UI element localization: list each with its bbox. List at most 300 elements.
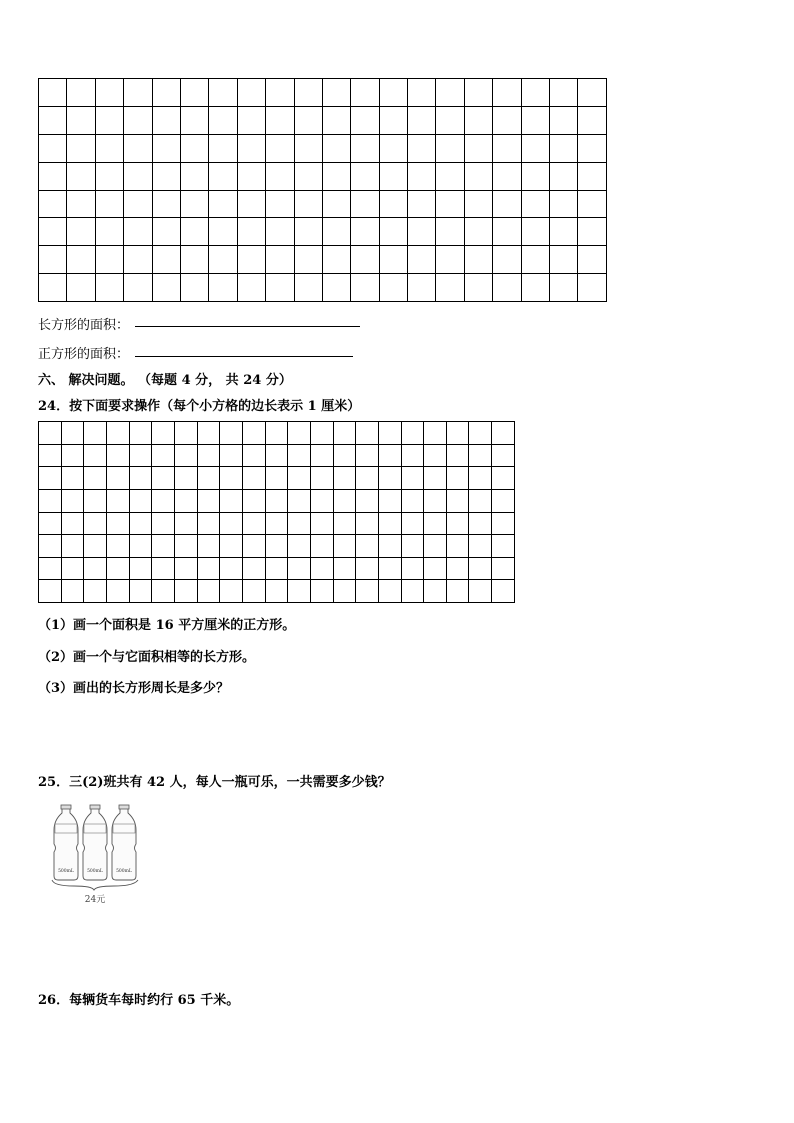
- grid-cell: [129, 580, 152, 603]
- grid-cell: [378, 467, 401, 490]
- grid-cell: [39, 246, 67, 274]
- grid-cell: [378, 489, 401, 512]
- grid-cell: [174, 467, 197, 490]
- grid-cell: [436, 274, 464, 302]
- grid-cell: [333, 489, 356, 512]
- grid-cell: [39, 467, 62, 490]
- grid-cell: [265, 557, 288, 580]
- bottle-volume-label: 500mL: [87, 869, 103, 874]
- grid-cell: [379, 246, 407, 274]
- section-six-title: 六、 解决问题。 （每题 4 分， 共 24 分）: [38, 373, 292, 388]
- grid-cell: [294, 134, 322, 162]
- grid-cell: [288, 512, 311, 535]
- grid-cell: [436, 106, 464, 134]
- grid-cell: [84, 580, 107, 603]
- grid-cell: [61, 557, 84, 580]
- grid-cell: [469, 467, 492, 490]
- grid-cell: [379, 134, 407, 162]
- square-area-label: 正方形的面积：: [38, 347, 130, 362]
- grid-cell: [493, 162, 521, 190]
- grid-cell: [464, 134, 492, 162]
- grid-cell: [39, 162, 67, 190]
- grid-cell: [67, 190, 95, 218]
- grid-cell: [424, 557, 447, 580]
- grid-cell: [424, 580, 447, 603]
- grid-cell: [95, 106, 123, 134]
- grid-cell: [521, 274, 549, 302]
- rectangle-area-label: 长方形的面积：: [38, 318, 130, 333]
- grid-cell: [333, 467, 356, 490]
- grid-cell: [242, 444, 265, 467]
- grid-cell: [408, 134, 436, 162]
- grid-cell: [265, 512, 288, 535]
- grid-cell: [266, 218, 294, 246]
- grid-cell: [67, 274, 95, 302]
- grid-cell: [294, 218, 322, 246]
- grid-cell: [95, 134, 123, 162]
- grid-cell: [310, 467, 333, 490]
- grid-cell: [129, 444, 152, 467]
- grid-cell: [401, 422, 424, 445]
- grid-row: [39, 134, 607, 162]
- grid-cell: [152, 467, 175, 490]
- grid-cell: [401, 512, 424, 535]
- grid-cell: [322, 190, 350, 218]
- grid-cell: [237, 162, 265, 190]
- grid-cell: [408, 162, 436, 190]
- grid-cell: [493, 274, 521, 302]
- grid-cell: [84, 467, 107, 490]
- grid-cell: [266, 274, 294, 302]
- grid-cell: [436, 162, 464, 190]
- grid-cell: [464, 246, 492, 274]
- grid-cell: [464, 162, 492, 190]
- grid-cell: [237, 79, 265, 107]
- grid-cell: [152, 557, 175, 580]
- grid-cell: [322, 218, 350, 246]
- grid-cell: [550, 218, 578, 246]
- grid-cell: [197, 535, 220, 558]
- grid-cell: [521, 190, 549, 218]
- grid-cell: [356, 535, 379, 558]
- grid-cell: [408, 190, 436, 218]
- cola-bottles-illustration: [44, 804, 148, 908]
- grid-cell: [124, 190, 152, 218]
- grid-cell: [237, 134, 265, 162]
- price-label: 24元: [84, 895, 106, 905]
- grid-cell: [67, 106, 95, 134]
- grid-cell: [39, 79, 67, 107]
- cola-bottle-icon: [112, 805, 136, 880]
- grid-cell: [106, 467, 129, 490]
- grid-cell: [469, 580, 492, 603]
- drawing-grid-q24[interactable]: [38, 421, 515, 603]
- grid-cell: [106, 422, 129, 445]
- grid-cell: [124, 246, 152, 274]
- grid-cell: [180, 134, 208, 162]
- grid-cell: [464, 106, 492, 134]
- grid-cell: [266, 134, 294, 162]
- grid-cell: [242, 467, 265, 490]
- grid-cell: [322, 274, 350, 302]
- grid-row: [39, 246, 607, 274]
- grid-cell: [39, 444, 62, 467]
- grid-cell: [550, 162, 578, 190]
- question-24-part-3: （3）画出的长方形周长是多少？: [38, 681, 230, 696]
- grid-cell: [469, 422, 492, 445]
- grid-cell: [446, 467, 469, 490]
- grid-cell: [67, 246, 95, 274]
- grid-cell: [333, 512, 356, 535]
- grid-cell: [95, 162, 123, 190]
- grid-cell: [220, 512, 243, 535]
- grid-cell: [39, 190, 67, 218]
- grid-cell: [351, 106, 379, 134]
- grid-cell: [578, 218, 607, 246]
- grid-cell: [288, 422, 311, 445]
- grid-cell: [322, 79, 350, 107]
- grid-cell: [294, 162, 322, 190]
- grid-cell: [129, 489, 152, 512]
- grid-cell: [197, 444, 220, 467]
- grid-cell: [106, 512, 129, 535]
- grid-cell: [220, 580, 243, 603]
- grid-cell: [294, 274, 322, 302]
- grid-cell: [220, 422, 243, 445]
- grid-cell: [288, 467, 311, 490]
- grid-cell: [378, 557, 401, 580]
- grid-cell: [152, 79, 180, 107]
- grid-cell: [266, 79, 294, 107]
- grid-cell: [408, 246, 436, 274]
- grid-cell: [322, 134, 350, 162]
- grid-cell: [436, 190, 464, 218]
- grid-cell: [378, 535, 401, 558]
- grid-cell: [237, 218, 265, 246]
- grid-cell: [550, 274, 578, 302]
- grid-cell: [493, 246, 521, 274]
- grid-cell: [424, 444, 447, 467]
- grid-row: [39, 467, 515, 490]
- grid-cell: [446, 580, 469, 603]
- grid-cell: [424, 512, 447, 535]
- grid-cell: [95, 79, 123, 107]
- grid-cell: [401, 580, 424, 603]
- grid-cell: [39, 489, 62, 512]
- grid-cell: [237, 106, 265, 134]
- price-brace: [52, 880, 138, 890]
- grid-cell: [464, 218, 492, 246]
- grid-cell: [493, 218, 521, 246]
- grid-cell: [401, 467, 424, 490]
- grid-cell: [469, 535, 492, 558]
- grid-cell: [424, 489, 447, 512]
- grid-cell: [61, 512, 84, 535]
- grid-cell: [436, 246, 464, 274]
- grid-cell: [152, 535, 175, 558]
- grid-cell: [84, 444, 107, 467]
- grid-cell: [578, 134, 607, 162]
- grid-cell: [39, 134, 67, 162]
- grid-cell: [356, 580, 379, 603]
- grid-cell: [209, 134, 237, 162]
- grid-cell: [401, 557, 424, 580]
- grid-cell: [209, 274, 237, 302]
- grid-cell: [129, 512, 152, 535]
- grid-cell: [265, 467, 288, 490]
- grid-row: [39, 489, 515, 512]
- grid-cell: [84, 489, 107, 512]
- grid-cell: [550, 134, 578, 162]
- grid-cell: [578, 79, 607, 107]
- grid-cell: [61, 489, 84, 512]
- grid-cell: [266, 246, 294, 274]
- grid-cell: [129, 535, 152, 558]
- grid-cell: [351, 134, 379, 162]
- grid-cell: [322, 246, 350, 274]
- grid-cell: [197, 467, 220, 490]
- grid-cell: [310, 422, 333, 445]
- grid-cell: [265, 535, 288, 558]
- grid-row: [39, 274, 607, 302]
- grid-cell: [84, 557, 107, 580]
- grid-cell: [310, 580, 333, 603]
- grid-cell: [446, 489, 469, 512]
- grid-cell: [242, 557, 265, 580]
- grid-cell: [106, 535, 129, 558]
- grid-cell: [356, 557, 379, 580]
- grid-cell: [469, 489, 492, 512]
- grid-cell: [379, 106, 407, 134]
- grid-cell: [492, 422, 515, 445]
- grid-cell: [356, 489, 379, 512]
- grid-cell: [356, 422, 379, 445]
- grid-cell: [237, 190, 265, 218]
- grid-cell: [152, 512, 175, 535]
- grid-cell: [106, 489, 129, 512]
- grid-cell: [84, 422, 107, 445]
- grid-cell: [67, 79, 95, 107]
- grid-cell: [174, 444, 197, 467]
- grid-cell: [152, 274, 180, 302]
- grid-cell: [39, 557, 62, 580]
- grid-cell: [180, 274, 208, 302]
- grid-cell: [209, 162, 237, 190]
- bottle-volume-label: 500mL: [116, 869, 132, 874]
- grid-cell: [351, 79, 379, 107]
- grid-cell: [209, 190, 237, 218]
- grid-row: [39, 512, 515, 535]
- grid-cell: [152, 134, 180, 162]
- grid-cell: [493, 190, 521, 218]
- grid-cell: [356, 467, 379, 490]
- grid-cell: [378, 444, 401, 467]
- grid-cell: [129, 557, 152, 580]
- grid-cell: [61, 422, 84, 445]
- grid-cell: [424, 467, 447, 490]
- grid-cell: [446, 422, 469, 445]
- grid-cell: [401, 444, 424, 467]
- grid-cell: [197, 422, 220, 445]
- grid-cell: [469, 557, 492, 580]
- grid-cell: [67, 218, 95, 246]
- grid-cell: [95, 190, 123, 218]
- grid-cell: [288, 535, 311, 558]
- grid-cell: [378, 512, 401, 535]
- grid-cell: [436, 79, 464, 107]
- grid-cell: [39, 580, 62, 603]
- grid-cell: [464, 79, 492, 107]
- grid-cell: [436, 134, 464, 162]
- grid-cell: [288, 557, 311, 580]
- grid-cell: [401, 489, 424, 512]
- grid-cell: [492, 557, 515, 580]
- rectangle-area-answer-line[interactable]: [135, 326, 360, 327]
- grid-cell: [492, 467, 515, 490]
- grid-cell: [152, 489, 175, 512]
- grid-cell: [322, 162, 350, 190]
- grid-cell: [436, 218, 464, 246]
- grid-cell: [61, 535, 84, 558]
- grid-cell: [379, 274, 407, 302]
- grid-cell: [237, 274, 265, 302]
- grid-cell: [39, 512, 62, 535]
- grid-cell: [446, 535, 469, 558]
- grid-cell: [84, 512, 107, 535]
- grid-cell: [61, 444, 84, 467]
- grid-row: [39, 422, 515, 445]
- cola-bottle-icon: [83, 805, 107, 880]
- grid-cell: [242, 535, 265, 558]
- grid-cell: [124, 79, 152, 107]
- grid-cell: [152, 162, 180, 190]
- grid-cell: [106, 444, 129, 467]
- grid-cell: [180, 246, 208, 274]
- grid-row: [39, 580, 515, 603]
- bottle-group: [54, 805, 136, 880]
- grid-cell: [464, 190, 492, 218]
- grid-cell: [61, 467, 84, 490]
- grid-cell: [220, 557, 243, 580]
- grid-cell: [446, 557, 469, 580]
- grid-cell: [209, 106, 237, 134]
- grid-cell: [152, 580, 175, 603]
- grid-cell: [106, 557, 129, 580]
- grid-cell: [492, 489, 515, 512]
- grid-cell: [180, 79, 208, 107]
- grid-cell: [152, 422, 175, 445]
- grid-cell: [220, 467, 243, 490]
- grid-cell: [197, 512, 220, 535]
- grid-cell: [356, 512, 379, 535]
- grid-cell: [351, 162, 379, 190]
- grid-cell: [550, 190, 578, 218]
- question-24-title: 24．按下面要求操作（每个小方格的边长表示 1 厘米）: [38, 399, 361, 414]
- grid-cell: [378, 580, 401, 603]
- grid-cell: [351, 218, 379, 246]
- grid-cell: [209, 79, 237, 107]
- grid-cell: [351, 190, 379, 218]
- grid-cell: [129, 422, 152, 445]
- grid-cell: [550, 79, 578, 107]
- grid-cell: [333, 535, 356, 558]
- grid-row: [39, 218, 607, 246]
- grid-cell: [220, 444, 243, 467]
- grid-cell: [310, 444, 333, 467]
- grid-row: [39, 79, 607, 107]
- grid-cell: [446, 444, 469, 467]
- grid-cell: [288, 489, 311, 512]
- grid-cell: [521, 246, 549, 274]
- grid-cell: [39, 218, 67, 246]
- grid-cell: [379, 79, 407, 107]
- grid-row: [39, 106, 607, 134]
- cola-bottle-icon: [54, 805, 78, 880]
- grid-cell: [521, 79, 549, 107]
- grid-cell: [174, 512, 197, 535]
- grid-cell: [521, 106, 549, 134]
- grid-cell: [197, 580, 220, 603]
- grid-cell: [424, 535, 447, 558]
- grid-cell: [84, 535, 107, 558]
- grid-cell: [578, 190, 607, 218]
- grid-cell: [180, 218, 208, 246]
- grid-cell: [152, 218, 180, 246]
- grid-cell: [521, 134, 549, 162]
- grid-cell: [578, 162, 607, 190]
- grid-cell: [379, 162, 407, 190]
- grid-cell: [521, 218, 549, 246]
- grid-cell: [294, 246, 322, 274]
- square-area-answer-line[interactable]: [135, 356, 353, 357]
- grid-cell: [124, 162, 152, 190]
- grid-cell: [220, 489, 243, 512]
- grid-cell: [266, 162, 294, 190]
- grid-cell: [180, 162, 208, 190]
- grid-cell: [408, 218, 436, 246]
- grid-cell: [424, 422, 447, 445]
- blank-grid-top: [38, 78, 607, 302]
- grid-cell: [333, 580, 356, 603]
- grid-cell: [39, 535, 62, 558]
- grid-cell: [408, 274, 436, 302]
- grid-cell: [401, 535, 424, 558]
- grid-row: [39, 557, 515, 580]
- grid-cell: [174, 489, 197, 512]
- grid-cell: [237, 246, 265, 274]
- grid-cell: [197, 489, 220, 512]
- grid-cell: [379, 190, 407, 218]
- grid-cell: [492, 580, 515, 603]
- grid-cell: [351, 246, 379, 274]
- bottle-volume-label: 500mL: [58, 869, 74, 874]
- grid-cell: [469, 512, 492, 535]
- grid-cell: [294, 106, 322, 134]
- grid-cell: [180, 190, 208, 218]
- grid-cell: [408, 79, 436, 107]
- grid-cell: [333, 444, 356, 467]
- grid-cell: [550, 246, 578, 274]
- grid-cell: [493, 134, 521, 162]
- grid-cell: [67, 134, 95, 162]
- grid-cell: [379, 218, 407, 246]
- grid-cell: [124, 134, 152, 162]
- grid-cell: [220, 535, 243, 558]
- grid-cell: [95, 246, 123, 274]
- grid-cell: [464, 274, 492, 302]
- grid-cell: [265, 580, 288, 603]
- grid-cell: [209, 218, 237, 246]
